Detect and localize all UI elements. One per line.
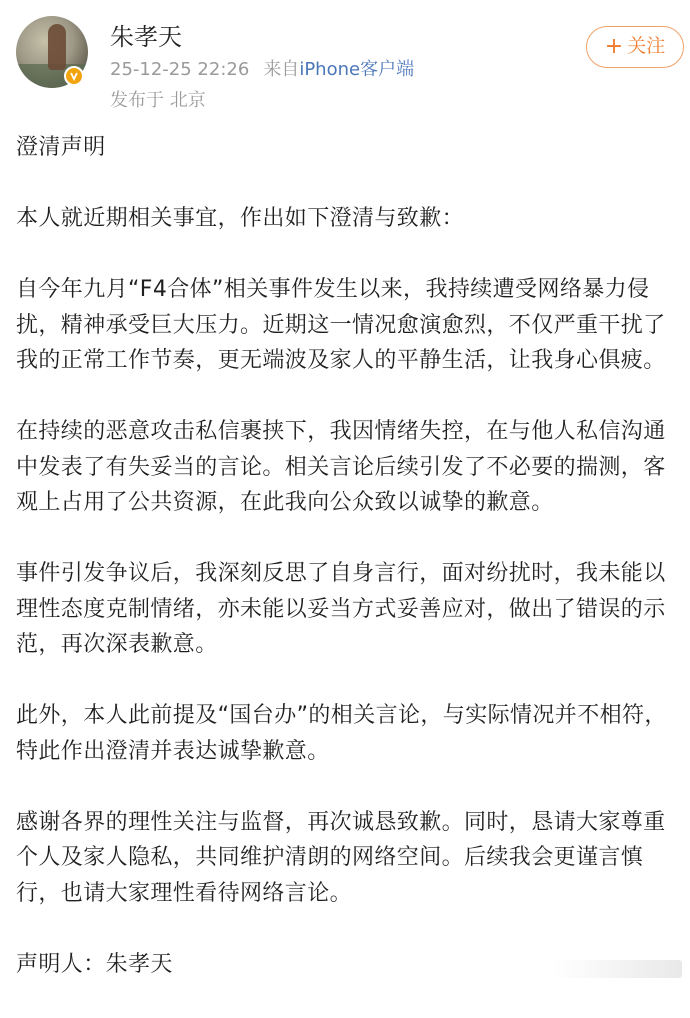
post-paragraph: 感谢各界的理性关注与监督，再次诚恳致歉。同时，恳请大家尊重个人及家人隐私，共同维护清朗的网络空间。后续我会更谨言慎行，也请大家理性看待网络言论。 <box>16 809 666 906</box>
post-paragraph: 自今年九月“F4合体”相关事件发生以来，我持续遭受网络暴力侵扰，精神承受巨大压力。近期这一情况愈演愈烈，不仅严重干扰了我的正常工作节奏，更无端波及家人的平静生活，让我身心俱疲。 <box>16 277 666 373</box>
post-location: 发布于 北京 <box>110 90 206 111</box>
post-paragraph: 事件引发争议后，我深刻反思了自身言行，面对纷扰时，我未能以理性态度克制情绪，亦未能以妥当方式妥善应对，做出了错误的示范，再次深表歉意。 <box>16 561 666 657</box>
source-app-link[interactable]: iPhone客户端 <box>299 59 415 80</box>
avatar-figure <box>48 24 66 70</box>
post-signature: 声明人：朱孝天 <box>16 951 173 977</box>
user-name[interactable]: 朱孝天 <box>110 23 182 51</box>
follow-button[interactable] <box>586 26 684 68</box>
post-paragraph: 本人就近期相关事宜，作出如下澄清与致歉： <box>16 206 465 231</box>
post-paragraph: 此外，本人此前提及“国台办”的相关言论，与实际情况并不相符，特此作出澄清并表达诚挚歉意。 <box>16 703 667 764</box>
watermark <box>552 960 682 978</box>
source-prefix: 来自 <box>263 59 300 80</box>
post-body <box>16 130 676 1018</box>
plus-icon: + <box>604 34 624 59</box>
verified-badge-icon <box>64 66 84 86</box>
post-header <box>0 0 690 118</box>
post-timestamp: 25-12-25 22:26 <box>110 59 250 80</box>
post-paragraph-title: 澄清声明 <box>16 135 106 160</box>
follow-label: 关注 <box>627 35 666 57</box>
post-meta <box>110 58 414 82</box>
post-paragraph: 在持续的恶意攻击私信裹挟下，我因情绪失控，在与他人私信沟通中发表了有失妥当的言论。相关言论后续引发了不必要的揣测，客观上占用了公共资源，在此我向公众致以诚挚的歉意。 <box>16 419 666 515</box>
